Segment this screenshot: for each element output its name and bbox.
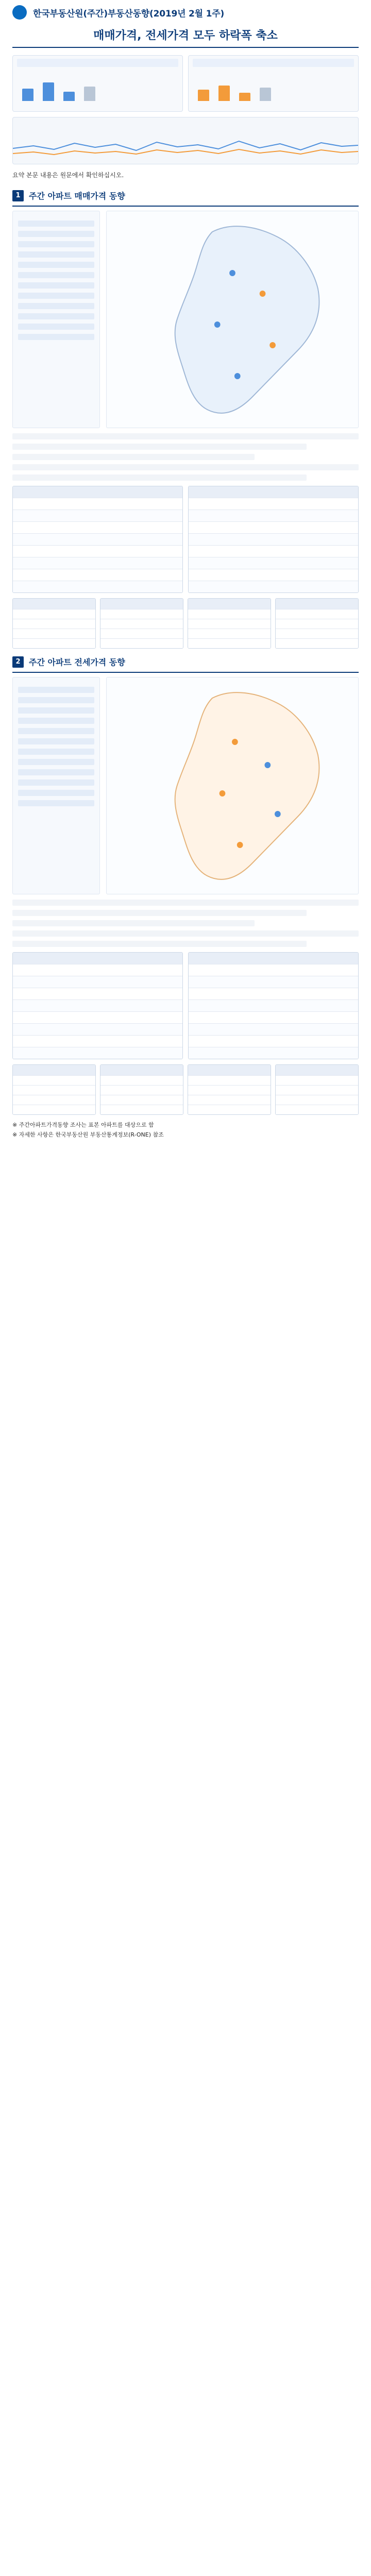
legend-item (18, 779, 94, 786)
mini-table (275, 598, 359, 649)
table-row (189, 557, 358, 569)
legend-item (18, 759, 94, 765)
sales-table-right (188, 486, 359, 593)
sales-table-left (12, 486, 183, 593)
legend-item (18, 221, 94, 227)
para-line (12, 444, 307, 450)
legend-item (18, 749, 94, 755)
region-marker (220, 790, 226, 796)
legend-item (18, 728, 94, 734)
sales-map-legend (12, 211, 100, 428)
table-row (189, 581, 358, 592)
sales-map (106, 211, 359, 428)
summary-paragraph: 요약 본문 내용은 원문에서 확인하십시오. (12, 172, 124, 179)
jeonse-table-left (12, 952, 183, 1059)
mini-table (100, 598, 183, 649)
sales-bar (84, 87, 95, 101)
korea-outline (175, 692, 319, 879)
para-line (12, 454, 255, 460)
mini-row (276, 609, 358, 619)
header-top (12, 5, 359, 20)
para-line (12, 930, 359, 937)
table-row (13, 964, 182, 976)
trend-line-2 (13, 149, 358, 155)
header (0, 0, 371, 55)
note-line: ※ 주간아파트가격동향 조사는 표본 아파트를 대상으로 함 (12, 1122, 154, 1129)
mini-row (276, 1095, 358, 1105)
sales-bar (63, 92, 75, 101)
legend-item (18, 718, 94, 724)
para-line (12, 474, 307, 481)
table-header (189, 486, 358, 498)
mini-table (100, 1064, 183, 1115)
legend-list (18, 216, 94, 344)
logo-icon (12, 5, 27, 20)
para-line (12, 900, 359, 906)
legend-item (18, 262, 94, 268)
table-row (13, 521, 182, 533)
mini-row (276, 619, 358, 629)
mini-head (100, 599, 183, 609)
region-marker (275, 811, 281, 817)
mini-row (13, 1085, 95, 1095)
jeonse-bar (198, 90, 209, 101)
mini-head (100, 1065, 183, 1075)
legend-item (18, 241, 94, 247)
legend-item (18, 738, 94, 744)
table-row (189, 1035, 358, 1047)
mini-row (13, 619, 95, 629)
mini-row (100, 1095, 183, 1105)
mini-row (13, 638, 95, 648)
sales-mini-tables (12, 598, 359, 649)
table-header (13, 486, 182, 498)
jeonse-chart (188, 55, 359, 112)
mini-row (188, 1105, 271, 1114)
jeonse-chart-bars (193, 70, 354, 101)
table-row (13, 1011, 182, 1023)
table-row (13, 988, 182, 999)
legend-item (18, 800, 94, 806)
jeonse-chart-header (193, 59, 354, 67)
mini-row (188, 609, 271, 619)
para-line (12, 464, 359, 470)
table-row (189, 533, 358, 545)
mini-row (13, 1075, 95, 1085)
table-row (189, 1047, 358, 1059)
report-title: 한국부동산원(주간)부동산동향(2019년 2월 1주) (33, 8, 225, 19)
trend-line-1 (13, 141, 358, 150)
mini-row (188, 1075, 271, 1085)
table-row (189, 999, 358, 1011)
korea-outline (175, 226, 319, 413)
legend-item (18, 282, 94, 289)
note-line: ※ 자세한 사항은 한국부동산원 부동산통계정보(R-ONE) 참조 (12, 1131, 164, 1138)
jeonse-bar (260, 88, 271, 101)
table-row (13, 999, 182, 1011)
section-title: 주간 아파트 전세가격 동향 (29, 657, 125, 668)
table-row (13, 1047, 182, 1059)
table-row (13, 545, 182, 557)
section-sales-title-row (12, 190, 359, 201)
mini-row (276, 629, 358, 638)
table-row (189, 498, 358, 510)
mini-row (100, 619, 183, 629)
table-row (189, 964, 358, 976)
table-row (189, 569, 358, 581)
table-row (13, 1035, 182, 1047)
para-line (12, 433, 359, 439)
legend-item (18, 790, 94, 796)
trend-svg (13, 117, 358, 164)
jeonse-map (106, 677, 359, 894)
mini-row (276, 1075, 358, 1085)
top-charts (0, 55, 371, 112)
mini-head (188, 599, 271, 609)
region-marker (260, 291, 266, 297)
mini-head (276, 1065, 358, 1075)
mini-table (12, 1064, 96, 1115)
table-row (189, 1023, 358, 1035)
mini-row (188, 629, 271, 638)
mini-row (188, 619, 271, 629)
trend-chart (12, 117, 359, 164)
section-number: 2 (12, 656, 24, 668)
legend-item (18, 313, 94, 319)
sales-paragraphs (12, 433, 359, 481)
sales-bar (43, 82, 54, 101)
region-marker (232, 739, 238, 745)
region-marker (269, 342, 276, 348)
sales-tables (12, 486, 359, 593)
mini-row (13, 609, 95, 619)
para-line (12, 910, 307, 916)
table-row (13, 557, 182, 569)
table-header (189, 953, 358, 964)
section-rule (12, 206, 359, 207)
legend-item (18, 231, 94, 237)
region-marker (229, 270, 235, 276)
region-marker (264, 762, 271, 768)
mini-head (13, 599, 95, 609)
jeonse-paragraphs (12, 900, 359, 947)
table-row (13, 510, 182, 521)
section-jeonse-title-row (12, 656, 359, 668)
headline-rule (12, 47, 359, 48)
legend-list (18, 683, 94, 810)
jeonse-map-legend (12, 677, 100, 894)
jeonse-bar (218, 86, 230, 101)
mini-table (188, 1064, 271, 1115)
mini-row (100, 1085, 183, 1095)
legend-item (18, 272, 94, 278)
mini-head (276, 599, 358, 609)
mini-row (276, 1085, 358, 1095)
para-line (12, 941, 307, 947)
mini-row (276, 1105, 358, 1114)
para-line (12, 920, 255, 926)
sales-chart-bars (17, 70, 178, 101)
mini-table (12, 598, 96, 649)
table-header (13, 953, 182, 964)
legend-item (18, 334, 94, 340)
table-row (189, 521, 358, 533)
mini-row (100, 1075, 183, 1085)
notes (12, 1121, 359, 1139)
section-jeonse (12, 656, 359, 1115)
legend-item (18, 324, 94, 330)
table-row (189, 510, 358, 521)
section-number: 1 (12, 190, 24, 201)
legend-item (18, 769, 94, 775)
table-row (189, 545, 358, 557)
mini-row (13, 1105, 95, 1114)
mini-row (188, 1095, 271, 1105)
table-row (189, 1011, 358, 1023)
table-row (189, 976, 358, 988)
table-row (13, 1023, 182, 1035)
legend-item (18, 293, 94, 299)
legend-item (18, 303, 94, 309)
section-title: 주간 아파트 매매가격 동향 (29, 191, 125, 201)
table-row (189, 988, 358, 999)
sales-chart-header (17, 59, 178, 67)
jeonse-table-right (188, 952, 359, 1059)
sales-chart (12, 55, 183, 112)
table-row (13, 569, 182, 581)
section-sales (12, 190, 359, 649)
mini-row (100, 638, 183, 648)
mini-row (276, 638, 358, 648)
region-marker (237, 842, 243, 848)
jeonse-bar (239, 93, 250, 101)
section-rule (12, 672, 359, 673)
mini-row (13, 629, 95, 638)
table-row (13, 581, 182, 592)
mini-head (13, 1065, 95, 1075)
table-row (13, 976, 182, 988)
mini-head (188, 1065, 271, 1075)
legend-item (18, 251, 94, 258)
legend-item (18, 707, 94, 714)
mini-table (188, 598, 271, 649)
region-marker (234, 373, 241, 379)
jeonse-tables (12, 952, 359, 1059)
jeonse-map-row (12, 677, 359, 894)
korea-map (107, 211, 358, 428)
korea-map-jeonse (107, 677, 358, 894)
table-row (13, 533, 182, 545)
sales-bar (22, 89, 33, 101)
legend-item (18, 687, 94, 693)
mini-table (275, 1064, 359, 1115)
headline: 매매가격, 전세가격 모두 하락폭 축소 (93, 29, 278, 42)
mini-row (100, 1105, 183, 1114)
mini-row (100, 609, 183, 619)
table-row (13, 498, 182, 510)
region-marker (214, 321, 221, 328)
legend-item (18, 697, 94, 703)
mini-row (188, 638, 271, 648)
jeonse-mini-tables (12, 1064, 359, 1115)
mini-row (100, 629, 183, 638)
mini-row (13, 1095, 95, 1105)
sales-map-row (12, 211, 359, 428)
mini-row (188, 1085, 271, 1095)
